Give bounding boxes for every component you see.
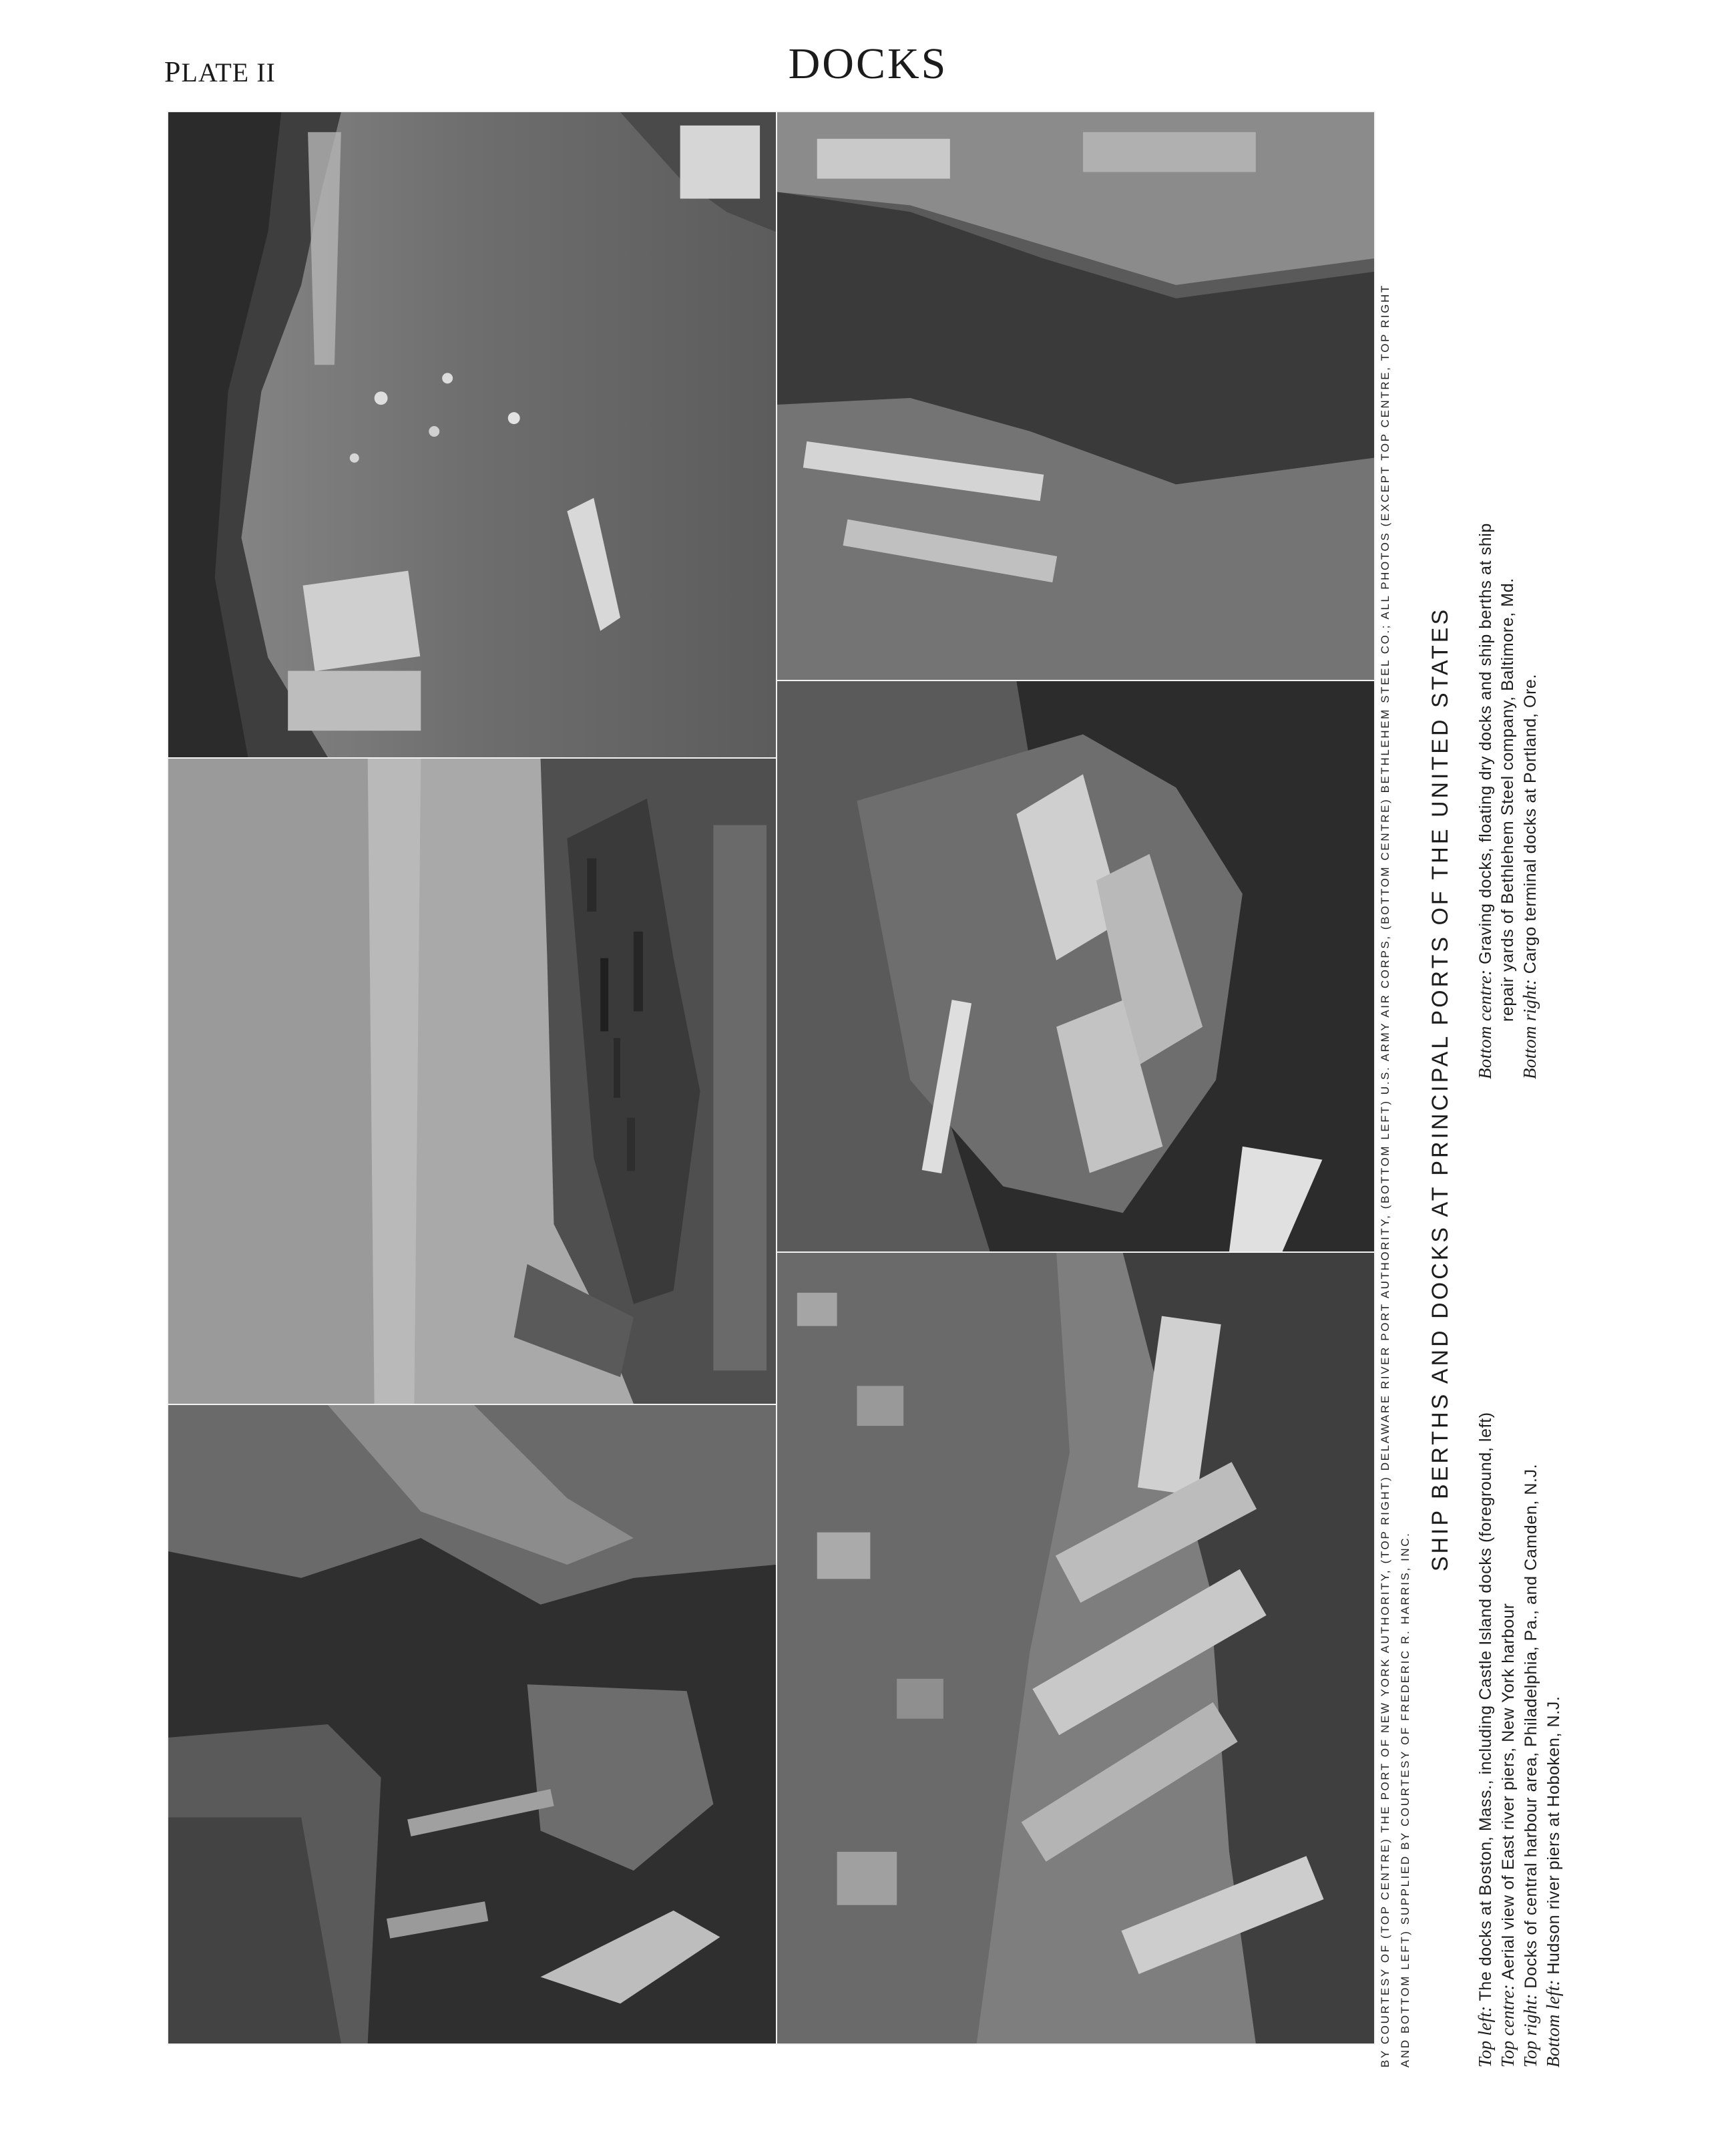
aerial-photo-east-river-piers-icon [168, 759, 776, 1404]
caption-label: Bottom left: [1543, 1979, 1563, 2068]
photo-philadelphia-camden-docks [167, 1404, 777, 2045]
caption-bottom-centre-continued: repair yards of Bethlehem Steel company, Baltimore, Md. [1498, 578, 1517, 1022]
aerial-photo-boston-docks-icon [168, 112, 776, 757]
caption-top-right [1520, 1093, 1542, 2068]
plate-heading: SHIP BERTHS AND DOCKS AT PRINCIPAL PORTS OF THE UNITED STATES [1428, 606, 1453, 1572]
caption-label: Bottom right: [1520, 978, 1540, 1079]
caption-text: Cargo terminal docks at Portland, Ore. [1521, 673, 1540, 979]
caption-text: The docks at Boston, Mass., including Castle Island docks (foreground, left) [1476, 1412, 1495, 2006]
photo-baltimore-shipyard [776, 680, 1375, 1253]
caption-block [1375, 111, 1709, 2068]
photo-east-river-piers [167, 757, 777, 1405]
caption-text: Aerial view of East river piers, New York harbour [1499, 1603, 1518, 1984]
aerial-photo-philadelphia-camden-docks-icon [168, 1405, 776, 2043]
photo-credits-line-2: AND BOTTOM LEFT) SUPPLIED BY COURTESY OF FREDERIC R. HARRIS, INC. [1399, 1531, 1412, 2068]
aerial-photo-baltimore-shipyard-icon [777, 681, 1374, 1251]
photo-hoboken-river-piers [776, 1251, 1375, 2045]
caption-top-left [1474, 1093, 1497, 2068]
photo-credits [1375, 111, 1416, 2068]
photo-boston-docks [167, 111, 777, 759]
photo-portland-terminal-docks [776, 111, 1375, 681]
plate-label-initial: P [164, 55, 182, 88]
page-title: DOCKS [788, 39, 948, 88]
caption-text: Docks of central harbour area, Philadelphia, Pa., and Camden, N.J. [1522, 1463, 1540, 1994]
aerial-photo-hoboken-river-piers-icon [777, 1253, 1374, 2043]
captions-left [1474, 1093, 1565, 2068]
caption-top-centre [1497, 1093, 1520, 2068]
aerial-photo-portland-terminal-docks-icon [777, 112, 1374, 680]
plate-label-rest: LATE II [181, 57, 276, 87]
captions-right [1474, 278, 1542, 1079]
caption-label: Top centre: [1498, 1983, 1518, 2068]
caption-text: Graving docks, floating dry docks and ship berths at ship [1476, 523, 1495, 970]
caption-bottom-left [1542, 1093, 1565, 2068]
caption-text: Hudson river piers at Hoboken, N.J. [1544, 1696, 1563, 1980]
caption-bottom-right [1519, 278, 1542, 1079]
caption-label: Top right: [1520, 1993, 1540, 2068]
photo-credits-line-1: BY COURTESY OF (TOP CENTRE) THE PORT OF NEW YORK AUTHORITY, (TOP RIGHT) DELAWARE RIVER PORT AUTHORITY, (BOTTOM LEFT) U.S. ARMY AIR CORPS, (BOTTOM CENTRE) BETHLEHEM STEEL CO.; ALL PHOTOS (EXCEPT TOP CENTRE, TOP RIGHT [1379, 284, 1391, 2068]
caption-label: Bottom centre: [1475, 969, 1495, 1079]
caption-bottom-centre [1474, 278, 1497, 1079]
caption-label: Top left: [1475, 2005, 1495, 2068]
